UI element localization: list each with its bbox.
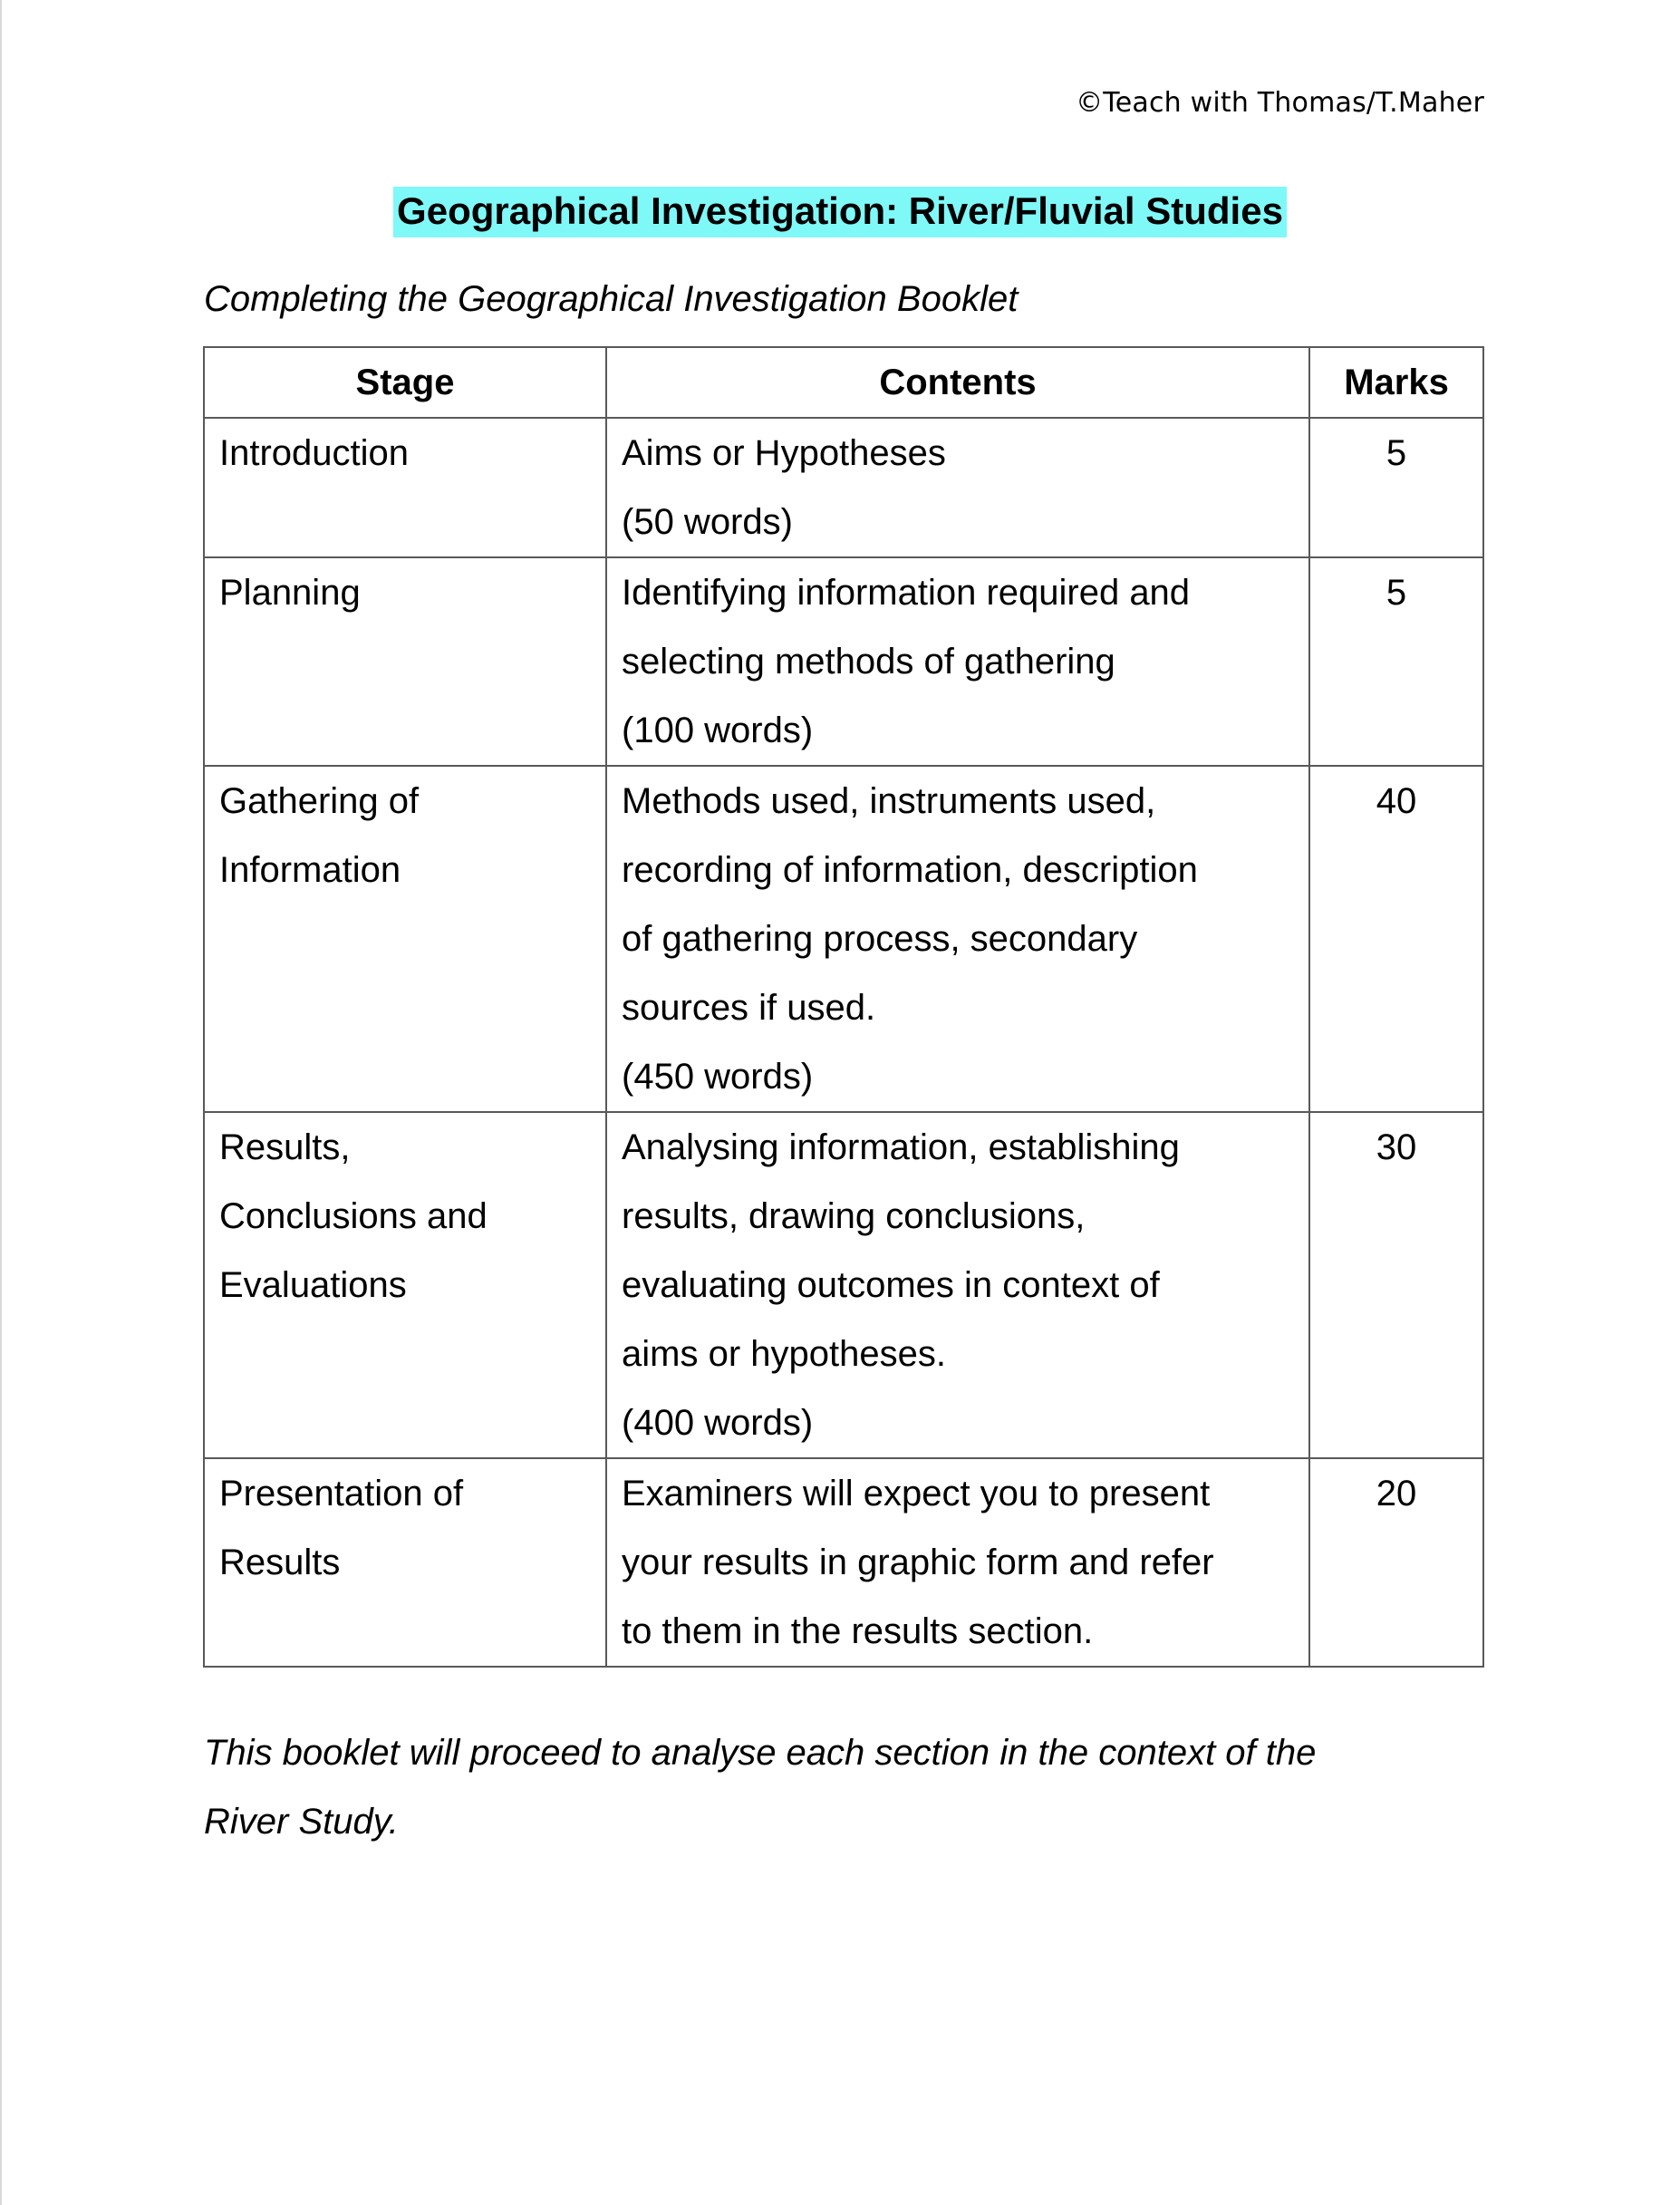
contents-text: your results in graphic form and refer [622,1543,1214,1582]
stage-cell [204,766,606,1112]
table-row-introduction [204,418,1483,557]
contents-text: results, drawing conclusions, [622,1196,1086,1236]
header-stage: Stage [204,347,606,418]
footer-note [204,1718,1491,1856]
contents-text: recording of information, description [622,850,1198,890]
stage-cell [204,1112,606,1458]
contents-cell [606,557,1309,766]
stage-text: Conclusions and [219,1196,488,1236]
marks-cell: 20 [1309,1458,1483,1667]
table-row-results [204,1112,1483,1458]
marks-cell: 5 [1309,418,1483,557]
contents-text: evaluating outcomes in context of [622,1265,1160,1305]
contents-text: (450 words) [622,1057,814,1097]
contents-text: (50 words) [622,502,793,542]
contents-text: Identifying information required and [622,573,1191,613]
copyright-notice: ©Teach with Thomas/T.Maher [1076,87,1484,119]
marks-cell: 5 [1309,557,1483,766]
contents-text: Examiners will expect you to present [622,1474,1211,1514]
contents-text: selecting methods of gathering [622,642,1115,682]
booklet-table [203,346,1484,1668]
table-header-row [204,347,1483,418]
contents-cell [606,766,1309,1112]
stage-text: Evaluations [219,1265,407,1305]
header-contents: Contents [606,347,1309,418]
contents-text: Aims or Hypotheses [622,433,946,473]
page-subtitle: Completing the Geographical Investigation Booklet [204,279,1019,319]
contents-text: Analysing information, establishing [622,1127,1180,1167]
title-wrap [0,187,1680,237]
table-row-gathering [204,766,1483,1112]
page-edge [0,0,2,2205]
stage-text: Information [219,850,401,890]
stage-text: Results, [219,1127,351,1167]
header-marks: Marks [1309,347,1483,418]
table-row-planning [204,557,1483,766]
stage-text: Presentation of [219,1474,464,1514]
contents-text: sources if used. [622,988,876,1028]
marks-cell: 30 [1309,1112,1483,1458]
marks-cell: 40 [1309,766,1483,1112]
page-title: Geographical Investigation: River/Fluvial Studies [393,187,1287,237]
stage-cell [204,418,606,557]
stage-text: Gathering of [219,781,420,821]
stage-text: Planning [219,573,361,613]
footer-note-line: River Study. [204,1802,399,1842]
contents-text: Methods used, instruments used, [622,781,1156,821]
stage-text: Introduction [219,433,410,473]
footer-note-line: This booklet will proceed to analyse each section in the context of the [204,1733,1317,1773]
contents-cell [606,1112,1309,1458]
contents-text: to them in the results section. [622,1611,1094,1651]
contents-text: (100 words) [622,711,814,750]
contents-cell [606,1458,1309,1667]
contents-text: aims or hypotheses. [622,1334,946,1374]
contents-text: of gathering process, secondary [622,919,1138,959]
stage-text: Results [219,1543,341,1582]
contents-text: (400 words) [622,1403,814,1443]
table-row-presentation [204,1458,1483,1667]
stage-cell [204,557,606,766]
contents-cell [606,418,1309,557]
stage-cell [204,1458,606,1667]
